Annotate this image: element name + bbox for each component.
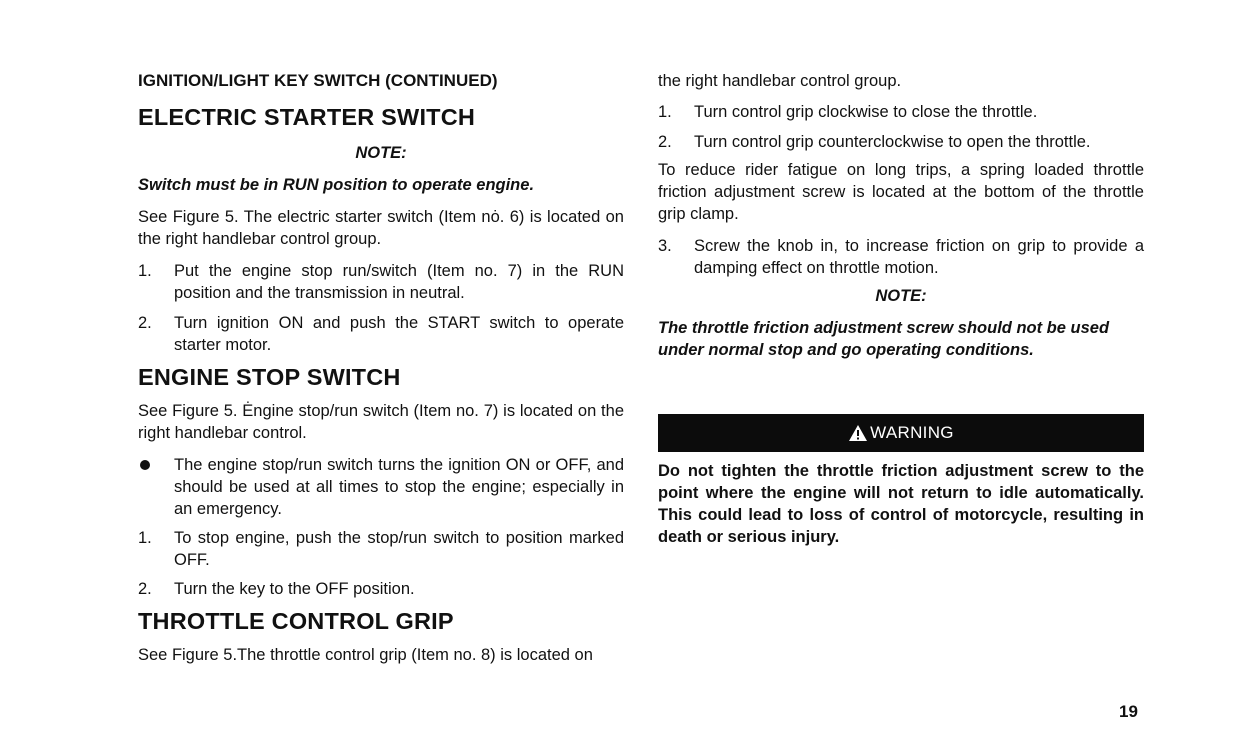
bullet-item	[138, 454, 624, 520]
left-column	[138, 66, 624, 666]
engine-stop-intro: See Figure 5. Ėngine stop/run switch (Item no. 7) is located on the right handlebar control.	[138, 402, 624, 442]
list-item	[658, 131, 1144, 153]
warning-text: Do not tighten the throttle friction adjustment screw to the point where the engine will not return to idle automatically. This could lead to loss of control of motorcycle, resulting in death or serious injury.	[658, 462, 1144, 546]
step-number: 2.	[658, 133, 672, 151]
warning-triangle-icon	[848, 424, 868, 442]
note-label: NOTE:	[355, 144, 407, 162]
warning-label: WARNING	[870, 423, 954, 442]
step-number: 2.	[138, 580, 152, 598]
step-text: To stop engine, push the stop/run switch to position marked OFF.	[174, 529, 624, 569]
right-column	[658, 66, 1144, 548]
step-text: Turn ignition ON and push the START switch to operate starter motor.	[174, 314, 624, 354]
step-number: 3.	[658, 237, 672, 255]
list-item	[138, 312, 624, 356]
step-number: 1.	[138, 529, 152, 547]
note-label: NOTE:	[875, 287, 927, 305]
note-text: Switch must be in RUN position to operate engine.	[138, 176, 535, 194]
warning-banner	[658, 414, 1144, 452]
note-text: The throttle friction adjustment screw should not be used under normal stop and go operating conditions.	[658, 319, 1110, 359]
step-text: Turn control grip clockwise to close the throttle.	[694, 103, 1038, 121]
step-text: Turn the key to the OFF position.	[174, 580, 415, 598]
step-number: 1.	[658, 103, 672, 121]
list-item	[138, 527, 624, 571]
engine-stop-heading: ENGINE STOP SWITCH	[138, 364, 401, 390]
step-text: Put the engine stop run/switch (Item no. 7) in the RUN position and the transmission in neutral.	[174, 262, 624, 302]
continuation-text: the right handlebar control group.	[658, 72, 902, 90]
step-number: 1.	[138, 262, 152, 280]
bullet-icon	[140, 460, 150, 470]
electric-starter-intro: See Figure 5. The electric starter switch (Item nȯ. 6) is located on the right handlebar control group.	[138, 208, 624, 248]
list-item	[658, 235, 1144, 279]
bullet-text: The engine stop/run switch turns the ignition ON or OFF, and should be used at all times to stop the engine; especially in an emergency.	[174, 456, 624, 518]
throttle-intro: See Figure 5.The throttle control grip (Item no. 8) is located on	[138, 646, 593, 664]
electric-starter-heading: ELECTRIC STARTER SWITCH	[138, 104, 476, 130]
step-text: Turn control grip counterclockwise to open the throttle.	[694, 133, 1091, 151]
list-item	[138, 578, 624, 600]
step-number: 2.	[138, 314, 152, 332]
throttle-heading: THROTTLE CONTROL GRIP	[138, 608, 454, 634]
page-number: 19	[1119, 702, 1138, 721]
fatigue-text: To reduce rider fatigue on long trips, a spring loaded throttle friction adjustment screw is located at the bottom of the throttle grip clamp.	[658, 161, 1144, 223]
step-text: Screw the knob in, to increase friction on grip to provide a damping effect on throttle motion.	[694, 237, 1144, 277]
list-item	[658, 101, 1144, 123]
continued-heading: IGNITION/LIGHT KEY SWITCH (CONTINUED)	[138, 71, 498, 90]
list-item	[138, 260, 624, 304]
